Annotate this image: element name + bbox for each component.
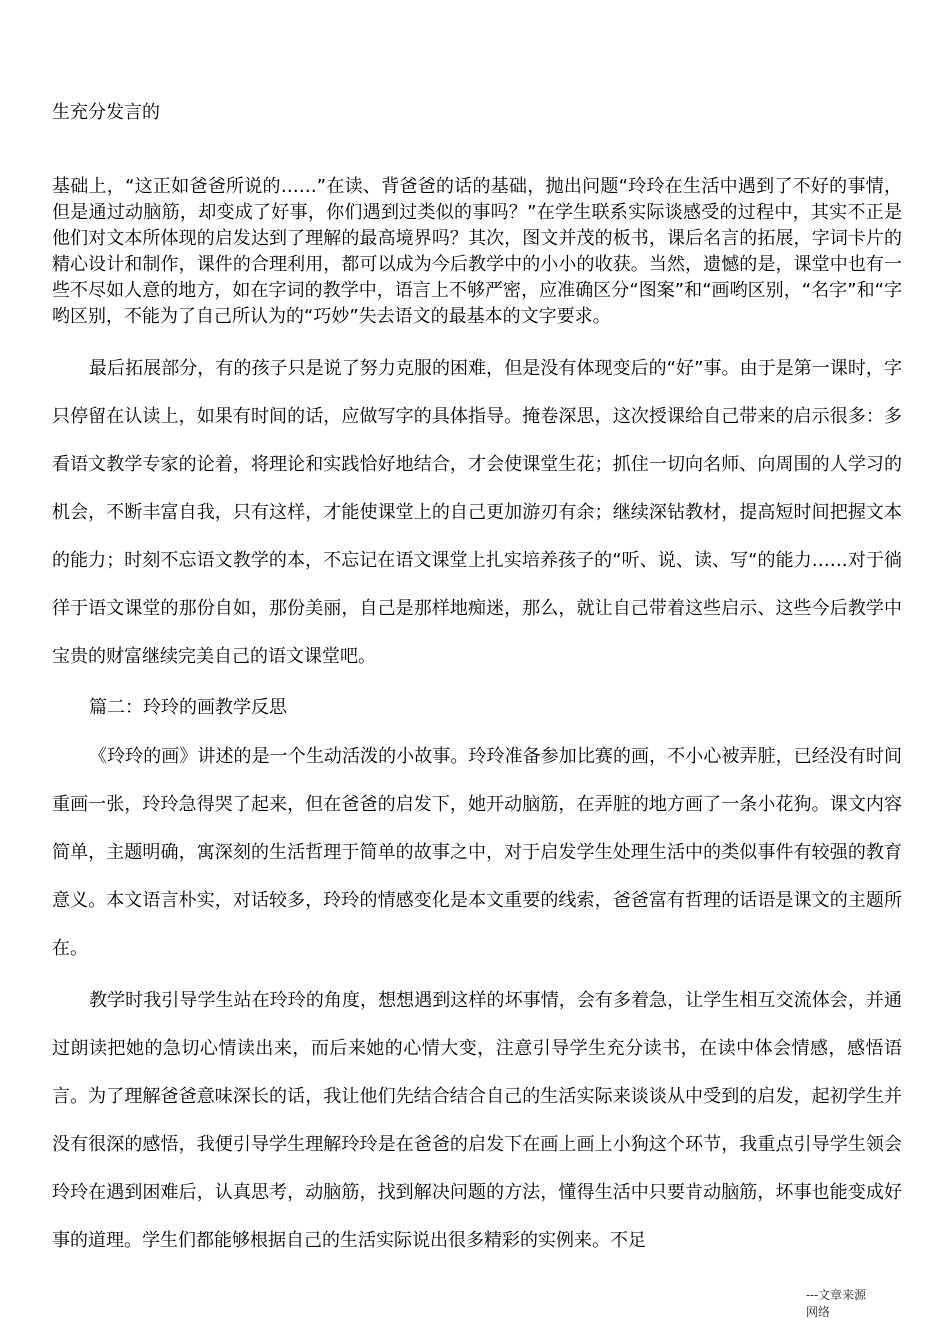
footer-source-note: ---文章来源网络: [806, 1288, 867, 1319]
paragraph-1: 基础上，“这正如爸爸所说的……”在读、背爸爸的话的基础，抛出问题“玲玲在生活中遇到了不好的事情，但是通过动脑筋，却变成了好事，你们遇到过类似的事吗？”在学生联系实际谈感受的过程中，其实不正是他们对文本所体现的启发达到了理解的最高境界吗？其次，图文并茂的板书，课后名言的拓展，字词卡片的精心设计和制作，课件的合理利用，都可以成为今后教学中的小小的收获。当然，遗憾的是，课堂中也有一些不尽如人意的地方，如在字词的教学中，语言上不够严密，应准确区分“图案”和“画哟区别，“名字”和“字哟区别，不能为了自己所认为的“巧妙”失去语文的最基本的文字要求。: [52, 176, 902, 327]
section-heading: 篇二：玲玲的画教学反思: [89, 697, 287, 718]
top-fragment: 生充分发言的: [52, 102, 160, 123]
paragraph-4: 教学时我引导学生站在玲玲的角度，想想遇到这样的坏事情，会有多着急，让学生相互交流体会，并通过朗读把她的急切心情读出来，而后来她的心情大变，注意引导学生充分读书，在读中体会情感，感悟语言。为了理解爸爸意味深长的话，我让他们先结合结合自己的生活实际来谈谈从中受到的启发，起初学生并没有很深的感悟，我便引导学生理解玲玲是在爸爸的启发下在画上画上小狗这个环节，我重点引导学生领会玲玲在遇到困难后，认真思考，动脑筋，找到解决问题的方法，懂得生活中只要肯动脑筋，坏事也能变成好事的道理。学生们都能够根据自己的生活实际说出很多精彩的实例来。不足: [52, 990, 902, 1251]
paragraph-2: 最后拓展部分，有的孩子只是说了努力克服的困难，但是没有体现变后的“好”事。由于是第一课时，字只停留在认读上，如果有时间的话，应做写字的具体指导。掩卷深思，这次授课给自己带来的启示很多：多看语文教学专家的论着，将理论和实践恰好地结合，才会使课堂生花；抓住一切向名师、向周围的人学习的机会，不断丰富自我，只有这样，才能使课堂上的自己更加游刃有余；继续深钻教材，提高短时间把握文本的能力；时刻不忘语文教学的本，不忘记在语文课堂上扎实培养孩子的“听、说、读、写“的能力……对于徜徉于语文课堂的那份自如，那份美丽，自己是那样地痴迷，那么，就让自己带着这些启示、这些今后教学中宝贵的财富继续完美自己的语文课堂吧。: [52, 358, 902, 667]
paragraph-3: 《玲玲的画》讲述的是一个生动活泼的小故事。玲玲准备参加比赛的画，不小心被弄脏，已经没有时间重画一张，玲玲急得哭了起来，但在爸爸的启发下，她开动脑筋，在弄脏的地方画了一条小花狗。课文内容简单，主题明确，寓深刻的生活哲理于简单的故事之中，对于启发学生处理生活中的类似事件有较强的教育意义。本文语言朴实，对话较多，玲玲的情感变化是本文重要的线索，爸爸富有哲理的话语是课文的主题所在。: [52, 746, 902, 959]
